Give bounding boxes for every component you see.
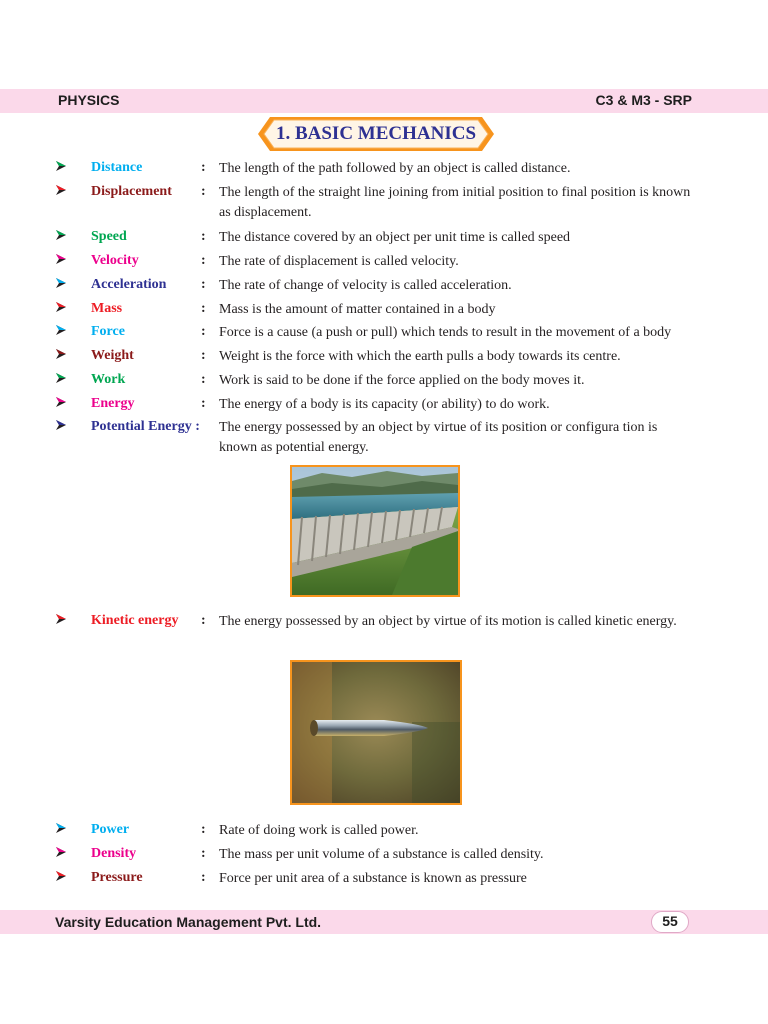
definition-text: The length of the path followed by an object is called distance. — [219, 161, 571, 176]
arrow-bullet-icon — [55, 348, 67, 360]
definition-text: The rate of displacement is called velocity. — [219, 254, 459, 269]
colon-separator: : — [201, 324, 206, 339]
arrow-bullet-icon — [55, 372, 67, 384]
colon-separator: : — [201, 229, 206, 244]
term-label: Distance — [91, 160, 143, 175]
definition-text: Weight is the force with which the earth pulls a body towards its centre. — [219, 349, 621, 364]
term-label: Kinetic energy — [91, 613, 179, 628]
definition-text: The mass per unit volume of a substance is called density. — [219, 847, 544, 862]
dam-illustration — [292, 467, 458, 595]
chapter-title: 1. BASIC MECHANICS — [275, 123, 477, 144]
definition-text: The energy possessed by an object by virtue of its motion is called kinetic energy. — [219, 614, 677, 629]
definition-text: The length of the straight line joining from initial position to final position is known as displacement. — [219, 185, 691, 220]
arrow-bullet-icon — [55, 613, 67, 625]
term-label: Velocity — [91, 253, 139, 268]
term-label: Density — [91, 846, 137, 861]
chapter-title-badge — [258, 117, 494, 151]
colon-separator: : — [201, 184, 206, 199]
term-label: Pressure — [91, 870, 143, 885]
arrow-bullet-icon — [55, 253, 67, 265]
term-label: Mass — [91, 301, 123, 316]
definition-text: The energy of a body is its capacity (or ability) to do work. — [219, 397, 550, 412]
term-label: Potential Energy : — [91, 419, 200, 434]
definition-text: Force per unit area of a substance is known as pressure — [219, 871, 527, 886]
footer-publisher: Varsity Education Management Pvt. Ltd. — [55, 914, 322, 930]
page-number: 55 — [651, 911, 689, 933]
definition-text: The rate of change of velocity is called acceleration. — [219, 278, 512, 293]
definition-text: Rate of doing work is called power. — [219, 823, 419, 838]
header-subject: PHYSICS — [58, 92, 120, 108]
term-label: Work — [91, 372, 126, 387]
arrow-bullet-icon — [55, 184, 67, 196]
colon-separator: : — [201, 870, 206, 885]
term-label: Speed — [91, 229, 127, 244]
definition-text: The energy possessed by an object by virtue of its position or configura tion is known as potential energy. — [219, 420, 658, 455]
arrow-bullet-icon — [55, 846, 67, 858]
term-label: Power — [91, 822, 130, 837]
colon-separator: : — [201, 846, 206, 861]
colon-separator: : — [201, 396, 206, 411]
header-course: C3 & M3 - SRP — [595, 92, 692, 108]
arrow-bullet-icon — [55, 324, 67, 336]
term-label: Weight — [91, 348, 134, 363]
definition-text: Work is said to be done if the force applied on the body moves it. — [219, 373, 585, 388]
arrow-bullet-icon — [55, 419, 67, 431]
definition-text: Force is a cause (a push or pull) which tends to result in the movement of a body — [219, 325, 672, 340]
arrow-bullet-icon — [55, 870, 67, 882]
arrow-bullet-icon — [55, 822, 67, 834]
arrow-bullet-icon — [55, 277, 67, 289]
bullet-illustration — [292, 662, 460, 803]
colon-separator: : — [201, 348, 206, 363]
colon-separator: : — [201, 160, 206, 175]
colon-separator: : — [201, 277, 206, 292]
colon-separator: : — [201, 613, 206, 628]
colon-separator: : — [201, 253, 206, 268]
bullet-photo — [290, 660, 462, 805]
arrow-bullet-icon — [55, 301, 67, 313]
term-label: Energy — [91, 396, 135, 411]
definition-text: Mass is the amount of matter contained in a body — [219, 302, 496, 317]
term-label: Displacement — [91, 184, 172, 199]
arrow-bullet-icon — [55, 396, 67, 408]
arrow-bullet-icon — [55, 160, 67, 172]
colon-separator: : — [201, 372, 206, 387]
colon-separator: : — [201, 301, 206, 316]
dam-photo — [290, 465, 460, 597]
colon-separator: : — [201, 822, 206, 837]
term-label: Acceleration — [91, 277, 167, 292]
arrow-bullet-icon — [55, 229, 67, 241]
term-label: Force — [91, 324, 125, 339]
definition-text: The distance covered by an object per unit time is called speed — [219, 230, 571, 245]
